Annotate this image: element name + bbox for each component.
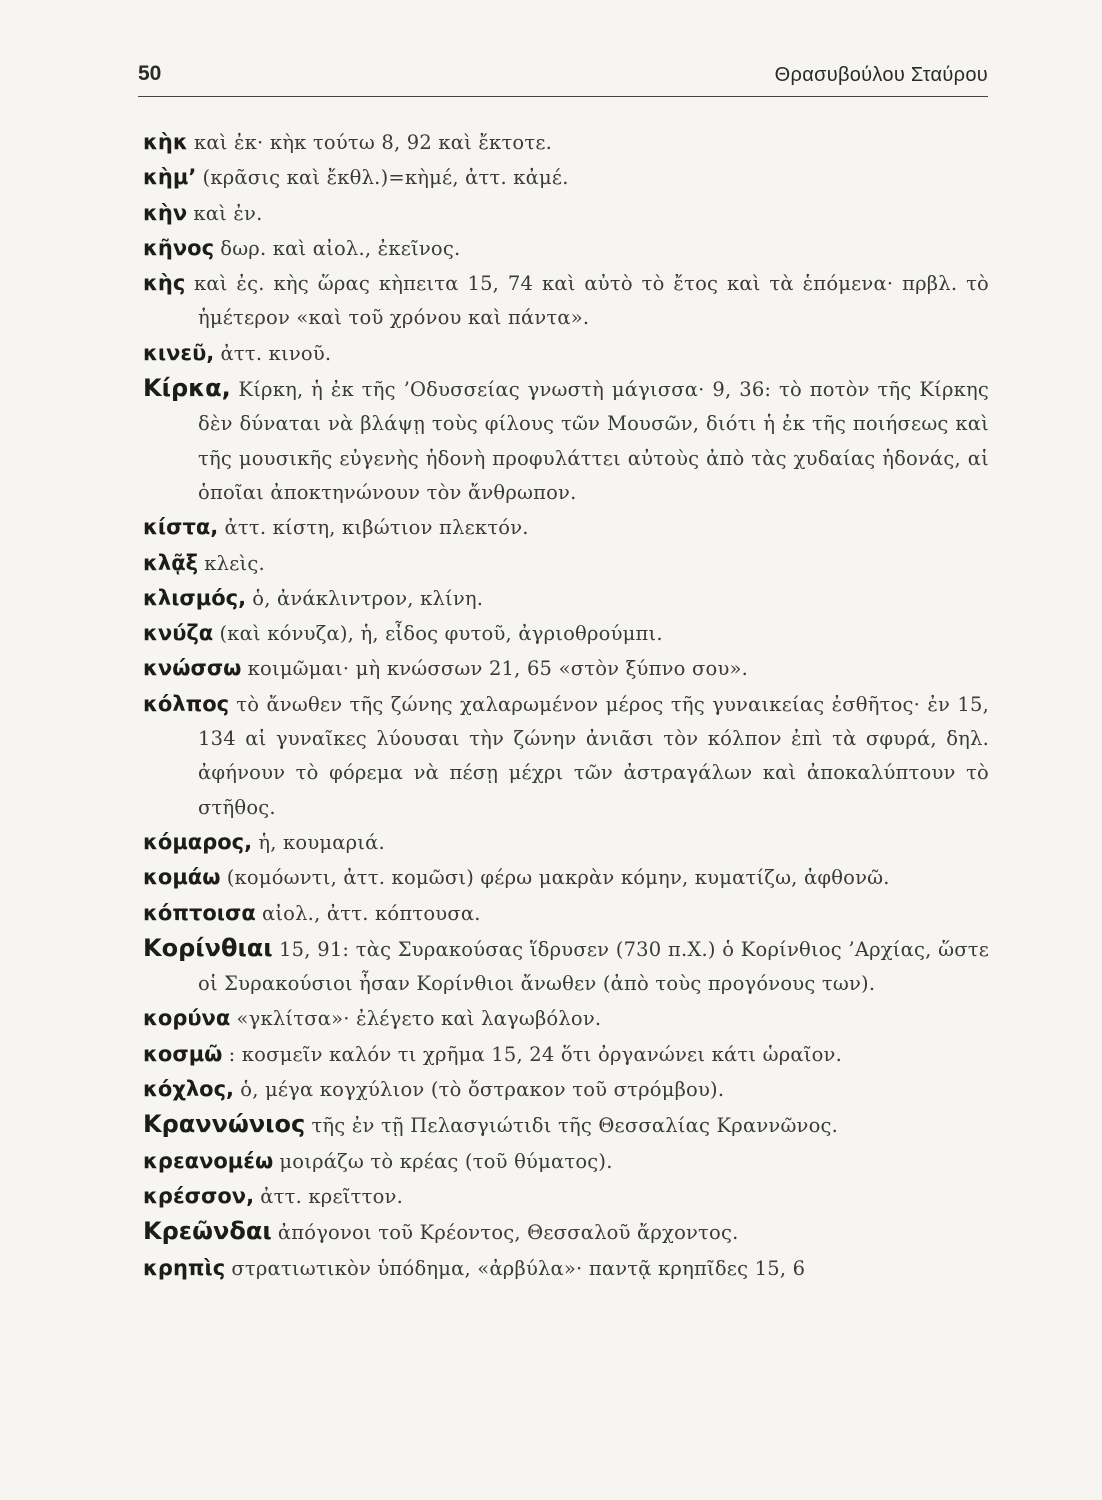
glossary-entry: [143, 860, 989, 895]
entry-definition: μοιράζω τὸ κρέας (τοῦ θύματος).: [279, 1149, 613, 1173]
glossary-entry: [143, 1072, 989, 1107]
entry-headword: Κραννώνιος: [143, 1110, 306, 1139]
entry-definition: ἀττ. κρεῖττον.: [260, 1184, 403, 1208]
entry-headword: κρέσσον,: [143, 1183, 255, 1208]
entry-headword: Κορίνθιαι: [143, 933, 273, 962]
entry-headword: κομάω: [143, 865, 221, 890]
glossary-entry: [143, 510, 989, 545]
entry-definition: καὶ ἐς. κὴς ὥρας κὴπειτα 15, 74 καὶ αὐτὸ τὸ ἔτος καὶ τὰ ἑπόμενα· πρβλ. τὸ ἡμέτερον «καὶ τοῦ χρόνου καὶ πάντα».: [193, 272, 989, 330]
page-header: [138, 56, 988, 97]
entry-headword: κλισμός,: [143, 585, 247, 610]
entry-headword: κόλπος: [143, 691, 230, 716]
entry-definition: : κοσμεῖν καλόν τι χρῆμα 15, 24 ὅτι ὀργανώνει κάτι ὡραῖον.: [228, 1042, 842, 1066]
entry-definition: στρατιωτικὸν ὑπόδημα, «ἀρβύλα»· παντᾷ κρηπῖδες 15, 6: [231, 1256, 806, 1280]
entry-headword: κνύζα: [143, 621, 214, 646]
glossary-entry: [143, 1179, 989, 1214]
glossary-entry: [143, 1001, 989, 1036]
entry-headword: κόμαρος,: [143, 829, 253, 854]
entry-headword: κίστα,: [143, 515, 219, 540]
entry-definition: (κομόωντι, ἀττ. κομῶσι) φέρω μακρὰν κόμην, κυματίζω, ἀφθονῶ.: [226, 866, 890, 890]
glossary-entry: [143, 546, 989, 581]
entry-headword: κρεανομέω: [143, 1148, 274, 1173]
entry-headword: Κρεῶνδαι: [143, 1217, 272, 1246]
entry-definition: κοιμῶμαι· μὴ κνώσσων 21, 65 «στὸν ξύπνο σου».: [247, 657, 749, 681]
entry-headword: Κίρκα,: [143, 374, 231, 403]
entry-definition: ὁ, ἀνάκλιντρον, κλίνη.: [252, 586, 484, 610]
entry-headword: κορύνα: [143, 1006, 231, 1031]
entry-headword: κινεῦ,: [143, 340, 215, 365]
glossary-entry: [143, 687, 989, 825]
entry-headword: κνώσσω: [143, 656, 242, 681]
entry-definition: κλεὶς.: [204, 551, 265, 575]
entry-headword: κλᾷξ: [143, 550, 199, 575]
glossary-entries: [143, 125, 989, 1286]
glossary-entry: [143, 125, 989, 160]
entry-definition: ἀττ. κινοῦ.: [220, 341, 332, 365]
glossary-entry: [143, 266, 989, 336]
entry-definition: ἀττ. κίστη, κιβώτιον πλεκτόν.: [224, 516, 529, 540]
entry-definition: ὁ, μέγα κογχύλιον (τὸ ὄστρακον τοῦ στρόμβου).: [240, 1078, 725, 1102]
entry-headword: κρηπὶς: [143, 1255, 226, 1280]
glossary-entry: [143, 196, 989, 231]
page-number: 50: [138, 62, 162, 85]
entry-headword: κοσμῶ: [143, 1041, 223, 1066]
glossary-entry: [143, 160, 989, 195]
glossary-entry: [143, 1037, 989, 1072]
glossary-entry: [143, 581, 989, 616]
entry-definition: καὶ ἐκ· κὴκ τούτω 8, 92 καὶ ἔκτοτε.: [194, 131, 553, 154]
glossary-entry: [143, 1144, 989, 1179]
entry-definition: 15, 91: τὰς Συρακούσας ἵδρυσεν (730 π.Χ.) ὁ Κορίνθιος ’Αρχίας, ὥστε οἱ Συρακούσιοι ἦσαν Κορίνθιοι ἄνωθεν (ἀπὸ τοὺς προγόνους των).: [198, 937, 989, 996]
entry-headword: κὴς: [143, 271, 186, 296]
glossary-entry: [143, 616, 989, 651]
glossary-entry: [143, 825, 989, 860]
glossary-entry: [143, 651, 989, 686]
glossary-entry: [143, 1251, 989, 1286]
entry-headword: κὴν: [143, 200, 188, 225]
entry-headword: κὴμ’: [143, 165, 197, 190]
entry-definition: τῆς ἐν τῇ Πελασγιώτιδι τῆς Θεσσαλίας Κραννῶνος.: [311, 1114, 839, 1138]
entry-definition: καὶ ἐν.: [193, 201, 263, 225]
entry-headword: κῆνος: [143, 235, 215, 260]
glossary-entry: [143, 231, 989, 266]
glossary-entry: [143, 931, 989, 1002]
glossary-entry: [143, 336, 989, 371]
entry-definition: Κίρκη, ἡ ἐκ τῆς ’Οδυσσείας γνωστὴ μάγισσα· 9, 36: τὸ ποτὸν τῆς Κίρκης δὲν δύναται νὰ βλάψῃ τοὺς φίλους τῶν Μουσῶν, διότι ἡ ἐκ τῆς ποιήσεως καὶ τῆς μουσικῆς εὐγενὴς ἡδονὴ προφυλάττει αὐτοὺς ἀπὸ τὰς χυδαίας ἡδονάς, αἱ ὁποῖαι ἀποκτηνώνουν τὸν ἄνθρωπον.: [198, 378, 989, 504]
glossary-entry: [143, 1107, 989, 1143]
entry-headword: κὴκ: [143, 130, 188, 154]
entry-headword: κόχλος,: [143, 1077, 235, 1102]
glossary-entry: [143, 896, 989, 931]
running-title: Θρασυβούλου Σταύρου: [774, 64, 988, 86]
entry-definition: «γκλίτσα»· ἐλέγετο καὶ λαγωβόλον.: [236, 1007, 602, 1031]
glossary-entry: [143, 371, 989, 510]
entry-definition: ἀπόγονοι τοῦ Κρέοντος, Θεσσαλοῦ ἄρχοντος.: [277, 1221, 739, 1245]
entry-definition: (καὶ κόνυζα), ἡ, εἶδος φυτοῦ, ἀγριοθρούμπι.: [219, 622, 663, 646]
entry-definition: ἡ, κουμαριά.: [258, 830, 385, 854]
entry-definition: (κρᾶσις καὶ ἔκθλ.)=κὴμέ, ἀττ. κἀμέ.: [202, 166, 569, 190]
entry-definition: δωρ. καὶ αἰολ., ἐκεῖνος.: [220, 236, 461, 260]
entry-definition: τὸ ἄνωθεν τῆς ζώνης χαλαρωμένον μέρος τῆς γυναικείας ἐσθῆτος· ἐν 15, 134 αἱ γυναῖκες λύουσαι τὴν ζώνην ἀνιᾶσι τὸν κόλπον ἐπὶ τὰ σφυρά, δηλ. ἀφήνουν τὸ φόρεμα νὰ πέσῃ μέχρι τῶν ἀστραγάλων καὶ ἀποκαλύπτουν τὸ στῆθος.: [198, 692, 989, 819]
glossary-entry: [143, 1214, 989, 1250]
entry-definition: αἰολ., ἀττ. κόπτουσα.: [261, 901, 481, 925]
entry-headword: κόπτοισα: [143, 900, 256, 925]
